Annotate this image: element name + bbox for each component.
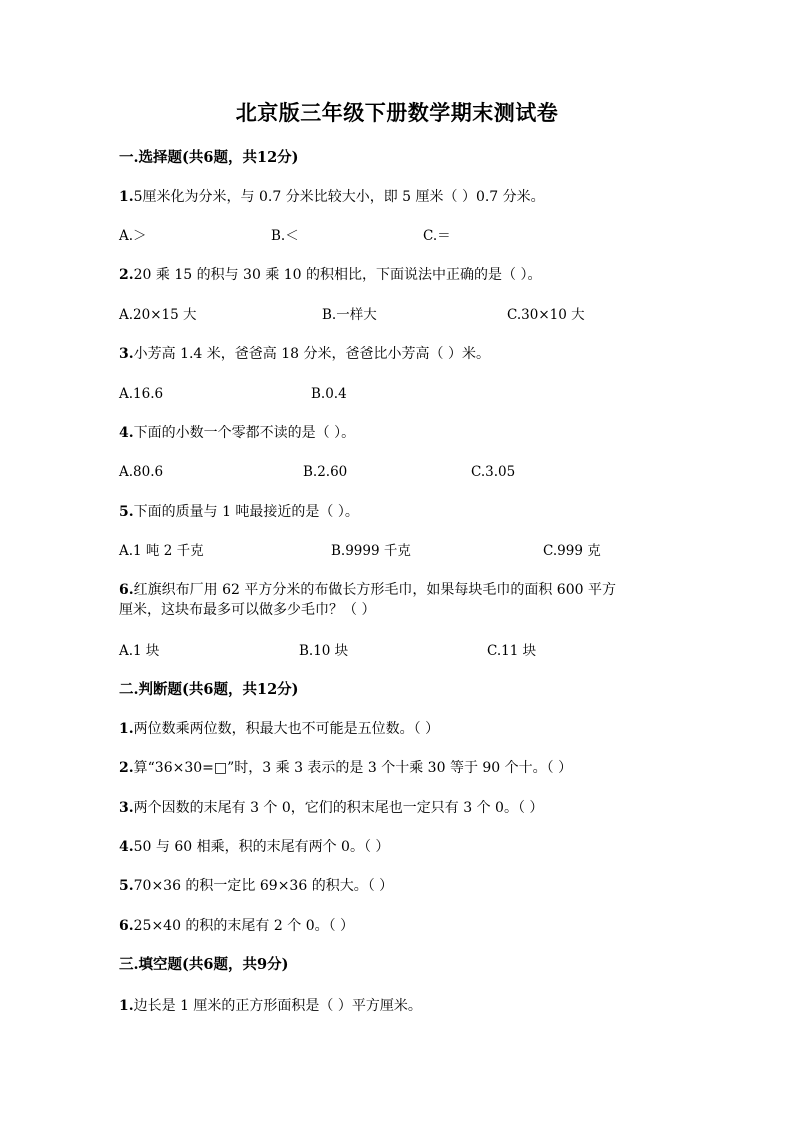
option-a: A.＞ [119, 228, 147, 244]
question-number: 5. [119, 878, 134, 894]
question-number: 2. [119, 760, 134, 776]
question-text: 小芳高 1.4 米，爸爸高 18 分米，爸爸比小芳高（ ）米。 [133, 346, 490, 362]
option-c: C.11 块 [487, 643, 537, 659]
option-b: B.＜ [271, 228, 299, 244]
option-c: C.999 克 [543, 543, 601, 559]
option-c: C.30×10 大 [507, 307, 585, 323]
question-text: 两位数乘两位数，积最大也不可能是五位数。（ ） [133, 721, 440, 737]
question-1-1 [119, 187, 545, 207]
question-1-2 [119, 265, 541, 285]
question-text: 50 与 60 相乘，积的末尾有两个 0。（ ） [133, 839, 390, 855]
question-1-6-continued: 厘米，这块布最多可以做多少毛巾？（ ） [119, 602, 376, 618]
question-2-4 [119, 837, 389, 857]
question-text: 边长是 1 厘米的正方形面积是（ ）平方厘米。 [133, 998, 422, 1014]
option-a: A.80.6 [119, 464, 164, 480]
question-number: 3. [119, 800, 134, 816]
question-text: 70×36 的积一定比 69×36 的积大。（ ） [133, 878, 394, 894]
question-2-3 [119, 798, 543, 818]
question-text: 5厘米化为分米，与 0.7 分米比较大小，即 5 厘米（ ）0.7 分米。 [133, 189, 545, 205]
question-number: 3. [119, 346, 134, 362]
option-a: A.16.6 [119, 386, 164, 402]
question-text: 20 乘 15 的积与 30 乘 10 的积相比，下面说法中正确的是（ ）。 [133, 267, 542, 283]
question-text: 算“36×30=□”时，3 乘 3 表示的是 3 个十乘 30 等于 90 个十。（ ） [133, 760, 573, 776]
question-1-3 [119, 344, 490, 364]
question-2-2 [119, 758, 572, 778]
question-number: 4. [119, 839, 134, 855]
question-1-4 [119, 423, 355, 443]
option-b: B.2.60 [303, 464, 348, 480]
question-number: 6. [119, 918, 134, 934]
question-number: 1. [119, 998, 134, 1014]
question-2-1 [119, 719, 439, 739]
option-c: C.3.05 [471, 464, 516, 480]
question-number: 2. [119, 267, 134, 283]
section-heading-fill-in: 三.填空题(共6题，共9分) [119, 956, 289, 973]
option-a: A.20×15 大 [119, 307, 197, 323]
page-title: 北京版三年级下册数学期末测试卷 [235, 100, 559, 125]
question-number: 1. [119, 189, 134, 205]
question-text: 红旗织布厂用 62 平方分米的布做长方形毛巾，如果每块毛巾的面积 600 平方 [133, 582, 616, 598]
question-1-5 [119, 502, 359, 522]
section-heading-choice: 一.选择题(共6题，共12分) [119, 149, 299, 166]
question-number: 4. [119, 425, 134, 441]
question-text: 下面的质量与 1 吨最接近的是（ ）。 [133, 504, 359, 520]
option-b: B.9999 千克 [331, 543, 411, 559]
question-text: 25×40 的积的末尾有 2 个 0。（ ） [133, 918, 355, 934]
option-b: B.一样大 [322, 307, 377, 323]
question-number: 5. [119, 504, 134, 520]
question-text: 两个因数的末尾有 3 个 0，它们的积末尾也一定只有 3 个 0。（ ） [133, 800, 544, 816]
option-b: B.10 块 [299, 643, 349, 659]
question-3-1 [119, 996, 422, 1016]
option-b: B.0.4 [311, 386, 347, 402]
option-a: A.1 块 [119, 643, 160, 659]
question-number: 1. [119, 721, 134, 737]
section-heading-judgment: 二.判断题(共6题，共12分) [119, 681, 299, 698]
question-number: 6. [119, 582, 134, 598]
question-text: 下面的小数一个零都不读的是（ ）。 [133, 425, 356, 441]
question-2-6 [119, 916, 354, 936]
option-a: A.1 吨 2 千克 [119, 543, 204, 559]
question-2-5 [119, 876, 393, 896]
question-1-6 [119, 580, 616, 600]
option-c: C.＝ [423, 228, 451, 244]
